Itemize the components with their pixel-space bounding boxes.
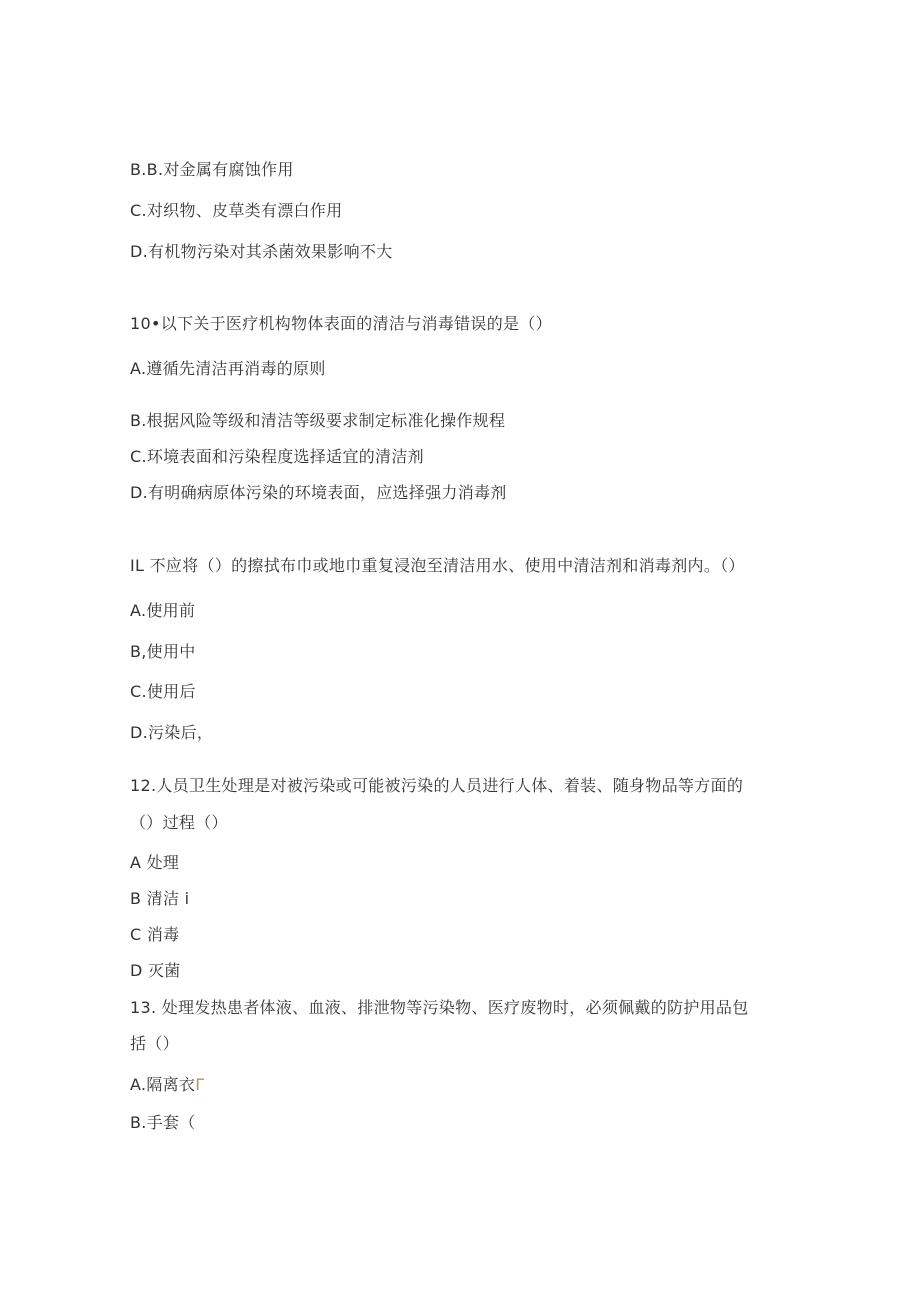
q12-option-c: C 消毒 bbox=[130, 925, 180, 944]
q13-option-a-mark: Γ bbox=[195, 1075, 205, 1094]
q9-option-c: C.对织物、皮草类有漂白作用 bbox=[130, 201, 343, 220]
q13-option-b: B.手套（ bbox=[130, 1113, 196, 1132]
q12-option-b: B 清洁 i bbox=[130, 889, 190, 908]
q11-option-c: C.使用后 bbox=[130, 682, 196, 701]
q11-option-d: D.污染后， bbox=[130, 723, 214, 742]
q9-option-b: B.B.对金属有腐蚀作用 bbox=[130, 160, 294, 179]
q10-option-a: A.遵循先清洁再消毒的原则 bbox=[130, 359, 326, 378]
q12-stem-line2: （）过程（） bbox=[130, 813, 228, 832]
q12-option-a: A 处理 bbox=[130, 853, 180, 872]
q13-stem-line2: 括（） bbox=[130, 1034, 179, 1053]
q13-option-a bbox=[130, 1075, 204, 1095]
q10-stem: 10•以下关于医疗机构物体表面的清洁与消毒错误的是（） bbox=[130, 314, 552, 333]
q11-stem: IL 不应将（）的擦拭布巾或地巾重复浸泡至清洁用水、使用中清洁剂和消毒剂内。（） bbox=[130, 556, 745, 575]
q9-option-d: D.有机物污染对其杀菌效果影响不大 bbox=[130, 242, 393, 261]
q10-option-d: D.有明确病原体污染的环境表面，应选择强力消毒剂 bbox=[130, 483, 507, 502]
q12-option-d: D 灭菌 bbox=[130, 961, 181, 980]
q11-option-a: A.使用前 bbox=[130, 601, 196, 620]
q11-option-b: B,使用中 bbox=[130, 642, 196, 661]
q13-option-a-text: A.隔离衣 bbox=[130, 1075, 196, 1094]
q10-option-b: B.根据风险等级和清洁等级要求制定标准化操作规程 bbox=[130, 411, 506, 430]
q10-option-c: C.环境表面和污染程度选择适宜的清洁剂 bbox=[130, 447, 424, 466]
q13-stem-line1: 13. 处理发热患者体液、血液、排泄物等污染物、医疗废物时，必须佩戴的防护用品包 bbox=[130, 998, 749, 1017]
q12-stem-line1: 12.人员卫生处理是对被污染或可能被污染的人员进行人体、着装、随身物品等方面的 bbox=[130, 776, 744, 795]
